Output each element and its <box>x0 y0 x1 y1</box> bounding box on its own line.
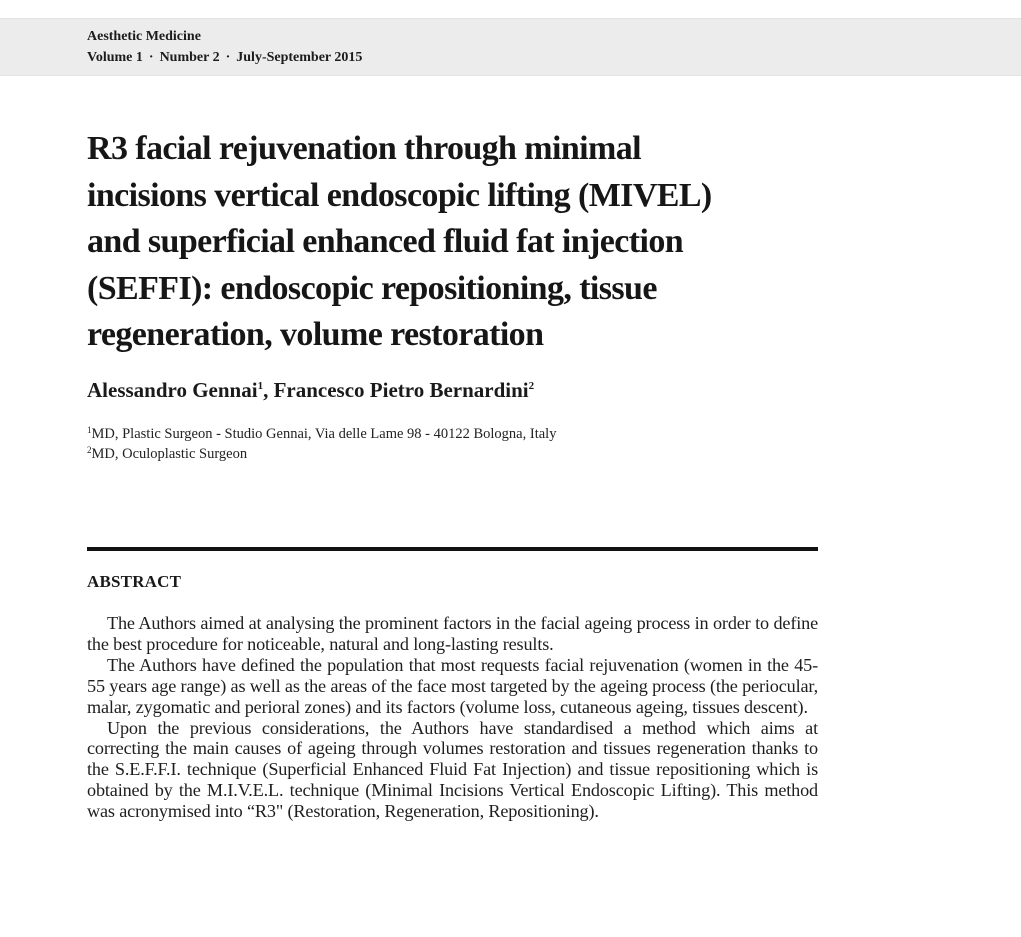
author-list <box>87 378 534 403</box>
affiliation-text: MD, Plastic Surgeon - Studio Gennai, Via delle Lame 98 - 40122 Bologna, Italy <box>91 426 557 442</box>
article-title <box>87 126 817 359</box>
affiliation-text: MD, Oculoplastic Surgeon <box>91 446 248 462</box>
affiliation-mark: 1 <box>257 380 264 392</box>
author-name: Francesco Pietro Bernardini <box>273 378 529 402</box>
journal-issue-line <box>87 50 362 66</box>
affiliation <box>87 425 556 443</box>
title-line: regeneration, volume restoration <box>87 316 544 353</box>
separator-dot: · <box>225 50 231 65</box>
section-divider-rule <box>87 547 818 551</box>
journal-header-band <box>0 18 1021 76</box>
separator-dot: · <box>148 50 154 65</box>
affiliation-mark: 2 <box>87 445 92 455</box>
affiliation-mark: 2 <box>528 380 535 392</box>
abstract-body <box>87 613 818 822</box>
affiliation <box>87 445 247 463</box>
title-line: (SEFFI): endoscopic repositioning, tissue <box>87 269 657 307</box>
abstract-paragraph: The Authors have defined the population that most requests facial rejuvenation (women in the 45-55 years age range) as well as the areas of the face most targeted by the ageing process (the periocular, malar, zygomatic and perioral zones) and its factors (volume loss, cutaneous ageing, tissues descent). <box>87 654 818 717</box>
abstract-paragraph: The Authors aimed at analysing the prominent factors in the facial ageing process in order to define the best procedure for noticeable, natural and long-lasting results. <box>87 613 818 654</box>
title-line: R3 facial rejuvenation through minimal <box>87 130 641 167</box>
journal-number: Number 2 <box>159 50 220 65</box>
journal-volume: Volume 1 <box>87 50 143 65</box>
author-separator: , <box>263 378 274 402</box>
author-name: Alessandro Gennai <box>87 378 258 402</box>
abstract-paragraph: Upon the previous considerations, the Authors have standardised a method which aims at correcting the main causes of ageing through volumes restoration and tissues regeneration thanks to the S.E.F.F.I. technique (Superficial Enhanced Fluid Fat Injection) and tissue repositioning which is obtained by the M.I.V.E.L. technique (Minimal Incisions Vertical Endoscopic Lifting). This method was acronymised into “R3" (Restoration, Regeneration, Repositioning). <box>87 717 818 822</box>
journal-name: Aesthetic Medicine <box>87 29 201 44</box>
journal-period: July-September 2015 <box>236 50 363 65</box>
affiliation-mark: 1 <box>87 425 92 435</box>
title-line: incisions vertical endoscopic lifting (MIVEL) <box>87 176 712 214</box>
title-line: and superficial enhanced fluid fat injection <box>87 223 684 260</box>
abstract-heading: ABSTRACT <box>87 572 182 591</box>
